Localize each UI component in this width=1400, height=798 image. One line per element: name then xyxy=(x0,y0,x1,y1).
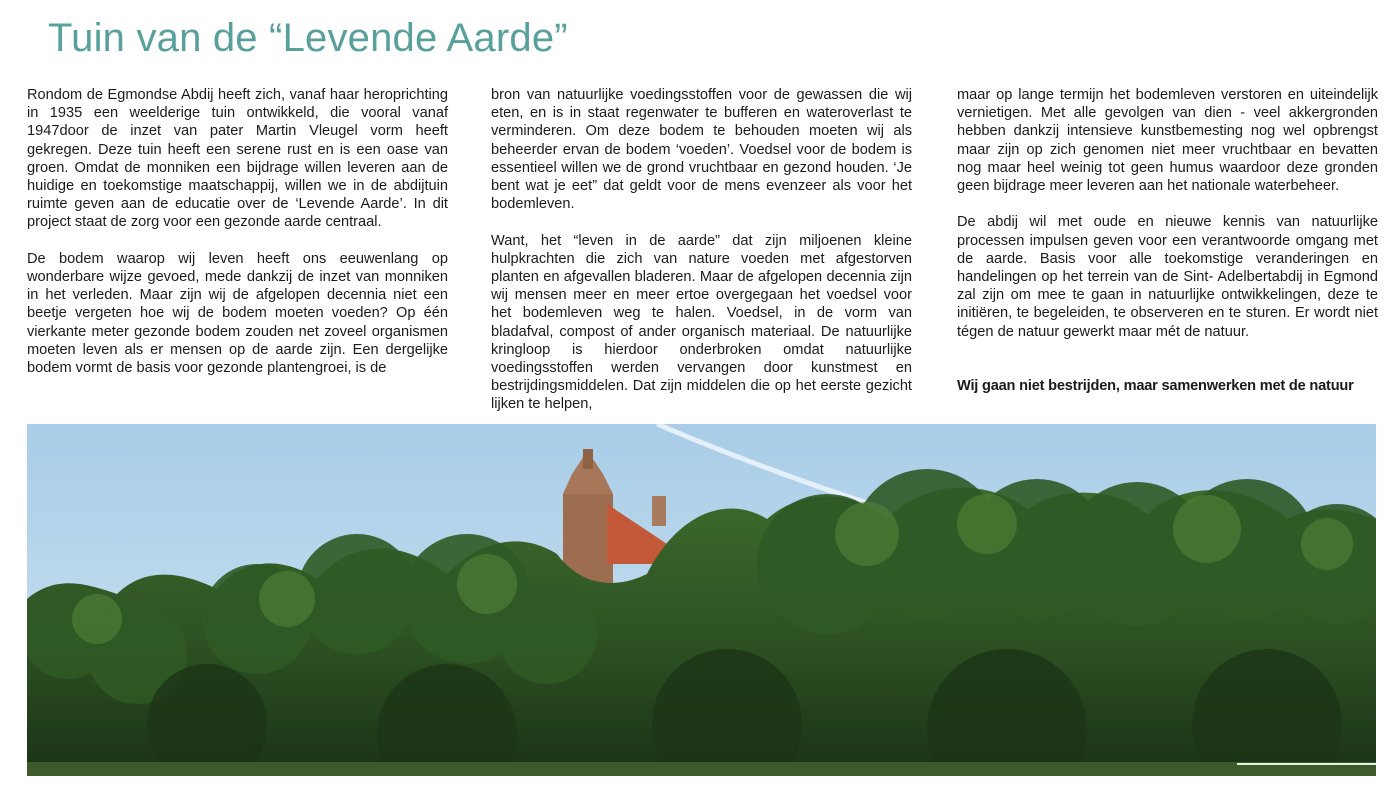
abbey-photo xyxy=(27,424,1376,776)
text-column-2 xyxy=(491,86,912,432)
paragraph: bron van natuurlijke voedingsstoffen voor de gewassen die wij eten, en is in staat regenwater te bufferen en wateroverlast te verminderen. Om deze bodem te behouden moeten wij als beheerder ervan de bodem ‘voeden’. Voedsel voor de bodem is essentieel willen we de grond vruchtbaar en gezond houden. ‘Je bent wat je eet” dat geldt voor de mens evenzeer als voor het bodemleven. xyxy=(491,87,912,213)
paragraph: De abdij wil met oude en nieuwe kennis van natuurlijke processen impulsen geven voor een verantwoorde omgang met de aarde. Basis voor alle toekomstige veranderingen en handelingen op het terrein van de Sint- Adelbertabdij in Egmond zal zijn om mee te gaan in natuurlijke ontwikkelingen, deze te initiëren, te begeleiden, te observeren en te sturen. Er wordt niet tégen de natuur gewerkt maar mét de natuur. xyxy=(957,214,1378,340)
paragraph: Rondom de Egmondse Abdij heeft zich, vanaf haar heroprichting in 1935 een weelderige tuin ontwikkeld, die vooral vanaf 1947door de inzet van pater Martin Vleugel vorm heeft gekregen. Deze tuin heeft een serene rust en is een oase van groen. Omdat de monniken een bijdrage willen leveren aan de huidige en toekomstige maatschappij, willen we in de abdijtuin ruimte geven aan de educatie over de ‘Levende Aarde’. In dit project staat de zorg voor een gezonde aarde centraal. xyxy=(27,87,448,231)
text-column-3 xyxy=(957,86,1378,413)
paragraph: De bodem waarop wij leven heeft ons eeuwenlang op wonderbare wijze gevoed, mede dankzij de inzet van monniken in het verleden. Maar zijn wij de afgelopen decennia niet een beetje vergeten hoe wij de bodem moeten voeden? Op één vierkante meter gezonde bodem zouden net zoveel organismen moeten leven als er mensen op de aarde zijn. Een dergelijke bodem vormt de basis voor gezonde plantengroei, is de xyxy=(27,250,448,377)
paragraph: Want, het “leven in de aarde” dat zijn miljoenen kleine hulpkrachten die zich van nature voeden met afgestorven planten en afgevallen bladeren. Maar de afgelopen decennia zijn wij mensen meer en meer ertoe overgegaan het voedsel voor het bodemleven weg te halen. Voedsel, in de vorm van bladafval, compost of ander organisch materiaal. De natuurlijke kringloop is hierdoor onderbroken omdat natuurlijke voedingsstoffen werden vervangen door kunstmest en bestrijdingsmiddelen. Dat zijn middelen die op het eerste gezicht lijken te helpen, xyxy=(491,232,912,413)
motto: Wij gaan niet bestrijden, maar samenwerken met de natuur xyxy=(957,377,1354,394)
ground xyxy=(27,762,1376,776)
landscape-photo-icon xyxy=(27,424,1376,776)
article-title: Tuin van de “Levende Aarde” xyxy=(48,16,568,60)
paragraph: maar op lange termijn het bodemleven verstoren en uiteindelijk vernietigen. Met alle gevolgen van dien - veel akkergronden hebben dankzij intensieve kunstbemesting nog wel opbrengst maar zijn op zich genomen niet meer vruchtbaar en bevatten nog maar heel weinig tot geen humus waardoor deze gronden geen bijdrage meer leveren aan het nationale waterbeheer. xyxy=(957,87,1378,195)
text-column-1 xyxy=(27,86,448,395)
